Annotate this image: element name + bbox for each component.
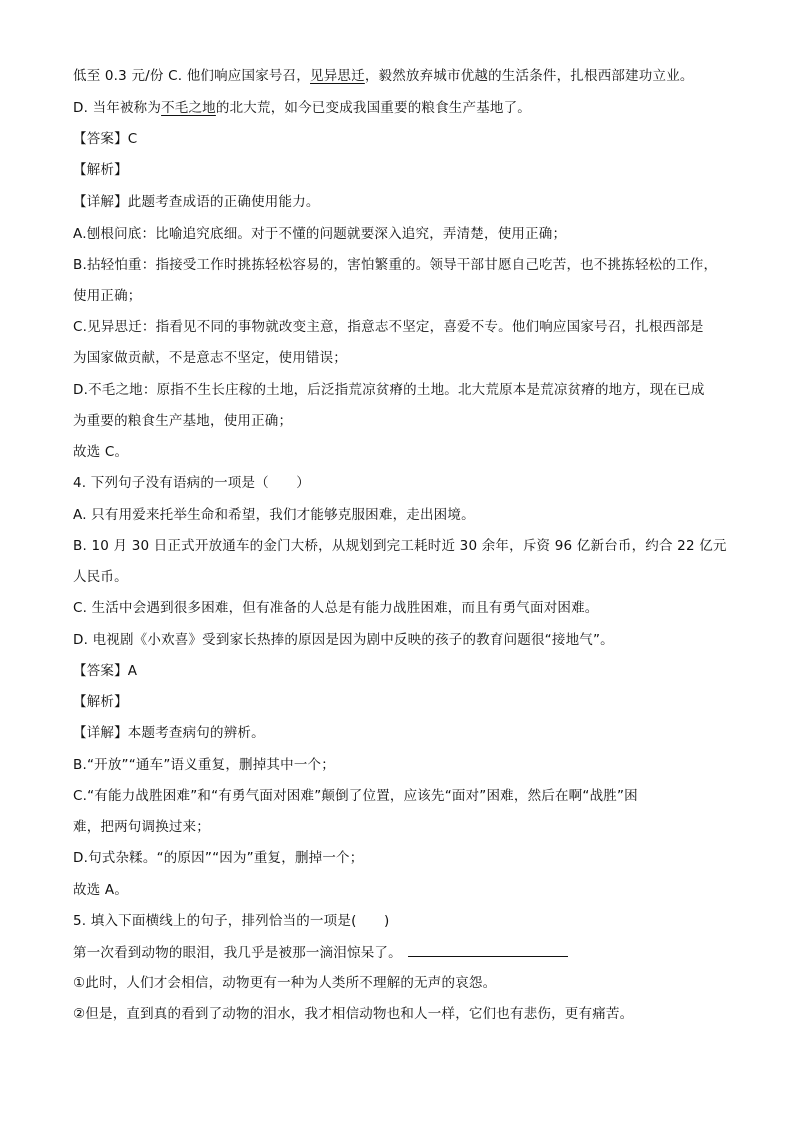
q4-explain-c-line2: 难，把两句调换过来； <box>73 819 210 835</box>
q4-detail: 【详解】本题考查病句的辨析。 <box>73 725 265 741</box>
q4-conclusion: 故选 A。 <box>73 882 129 898</box>
q3-explain-a: A.刨根问底：比喻追究底细。对于不懂的问题就要深入追究，弄清楚，使用正确； <box>73 226 567 242</box>
q3-option-c-text-end: ，毅然放弃城市优越的生活条件，扎根西部建功立业。 <box>364 68 694 84</box>
q3-underlined-idiom-d: 不毛之地 <box>161 100 216 116</box>
q3-option-c-text: 低至 0.3 元/份 C. 他们响应国家号召， <box>73 68 310 84</box>
q4-analysis-label: 【解析】 <box>73 694 128 710</box>
q5-sentence-line <box>73 942 568 963</box>
q4-option-b-line2: 人民币。 <box>73 569 128 585</box>
q4-explain-d: D.句式杂糅。“的原因”“因为”重复，删掉一个； <box>73 850 364 866</box>
q3-option-d-text-end: 的北大荒，如今已变成我国重要的粮食生产基地了。 <box>215 100 531 116</box>
q3-detail: 【详解】此题考查成语的正确使用能力。 <box>73 194 320 210</box>
q3-explain-b-line1: B.拈轻怕重：指接受工作时挑拣轻松容易的，害怕繁重的。领导干部甘愿自己吃苦，也不挑拣轻松的工作， <box>73 257 718 273</box>
q4-option-a: A. 只有用爱来托举生命和希望，我们才能够克服困难，走出困境。 <box>73 507 475 523</box>
q3-explain-c-line2: 为国家做贡献，不是意志不坚定，使用错误； <box>73 350 347 366</box>
q3-answer: 【答案】C <box>73 131 138 147</box>
q4-answer: 【答案】A <box>73 663 138 679</box>
q3-option-d-line <box>73 98 531 118</box>
q5-stem: 5. 填入下面横线上的句子，排列恰当的一项是( ) <box>73 913 390 929</box>
q4-explain-b: B.“开放”“通车”语义重复，删掉其中一个； <box>73 757 335 773</box>
q4-stem: 4. 下列句子没有语病的一项是（ ） <box>73 475 310 491</box>
q3-analysis-label: 【解析】 <box>73 162 128 178</box>
q3-option-d-text: D. 当年被称为 <box>73 100 162 116</box>
q5-option-1: ①此时，人们才会相信，动物更有一种为人类所不理解的无声的哀怨。 <box>73 975 497 991</box>
q3-explain-d-line1: D.不毛之地：原指不生长庄稼的土地，后泛指荒凉贫瘠的土地。北大荒原本是荒凉贫瘠的地方，现在已成 <box>73 382 705 398</box>
q4-option-b-line1: B. 10 月 30 日正式开放通车的金门大桥，从规划到完工耗时近 30 余年，斥资 96 亿新台币，约合 22 亿元 <box>73 538 727 554</box>
q3-underlined-idiom: 见异思迁 <box>310 68 365 84</box>
q4-explain-c-line1: C.“有能力战胜困难”和“有勇气面对困难”颠倒了位置，应该先“面对”困难，然后在啊“战胜”困 <box>73 788 638 804</box>
q4-option-d: D. 电视剧《小欢喜》受到家长热捧的原因是因为剧中反映的孩子的教育问题很“接地气”。 <box>73 632 614 648</box>
q3-explain-c-line1: C.见异思迁：指看见不同的事物就改变主意，指意志不坚定，喜爱不专。他们响应国家号召，扎根西部是 <box>73 319 704 335</box>
q3-conclusion: 故选 C。 <box>73 444 129 460</box>
q5-fill-blank <box>408 942 568 957</box>
q3-explain-b-line2: 使用正确； <box>73 288 142 304</box>
q5-sentence: 第一次看到动物的眼泪，我几乎是被那一滴泪惊呆了。 <box>73 945 402 961</box>
q5-option-2: ②但是，直到真的看到了动物的泪水，我才相信动物也和人一样，它们也有悲伤，更有痛苦。 <box>73 1006 634 1022</box>
q3-option-c-line <box>73 66 694 86</box>
q4-option-c: C. 生活中会遇到很多困难，但有准备的人总是有能力战胜困难，而且有勇气面对困难。 <box>73 600 599 616</box>
q3-explain-d-line2: 为重要的粮食生产基地，使用正确； <box>73 413 293 429</box>
